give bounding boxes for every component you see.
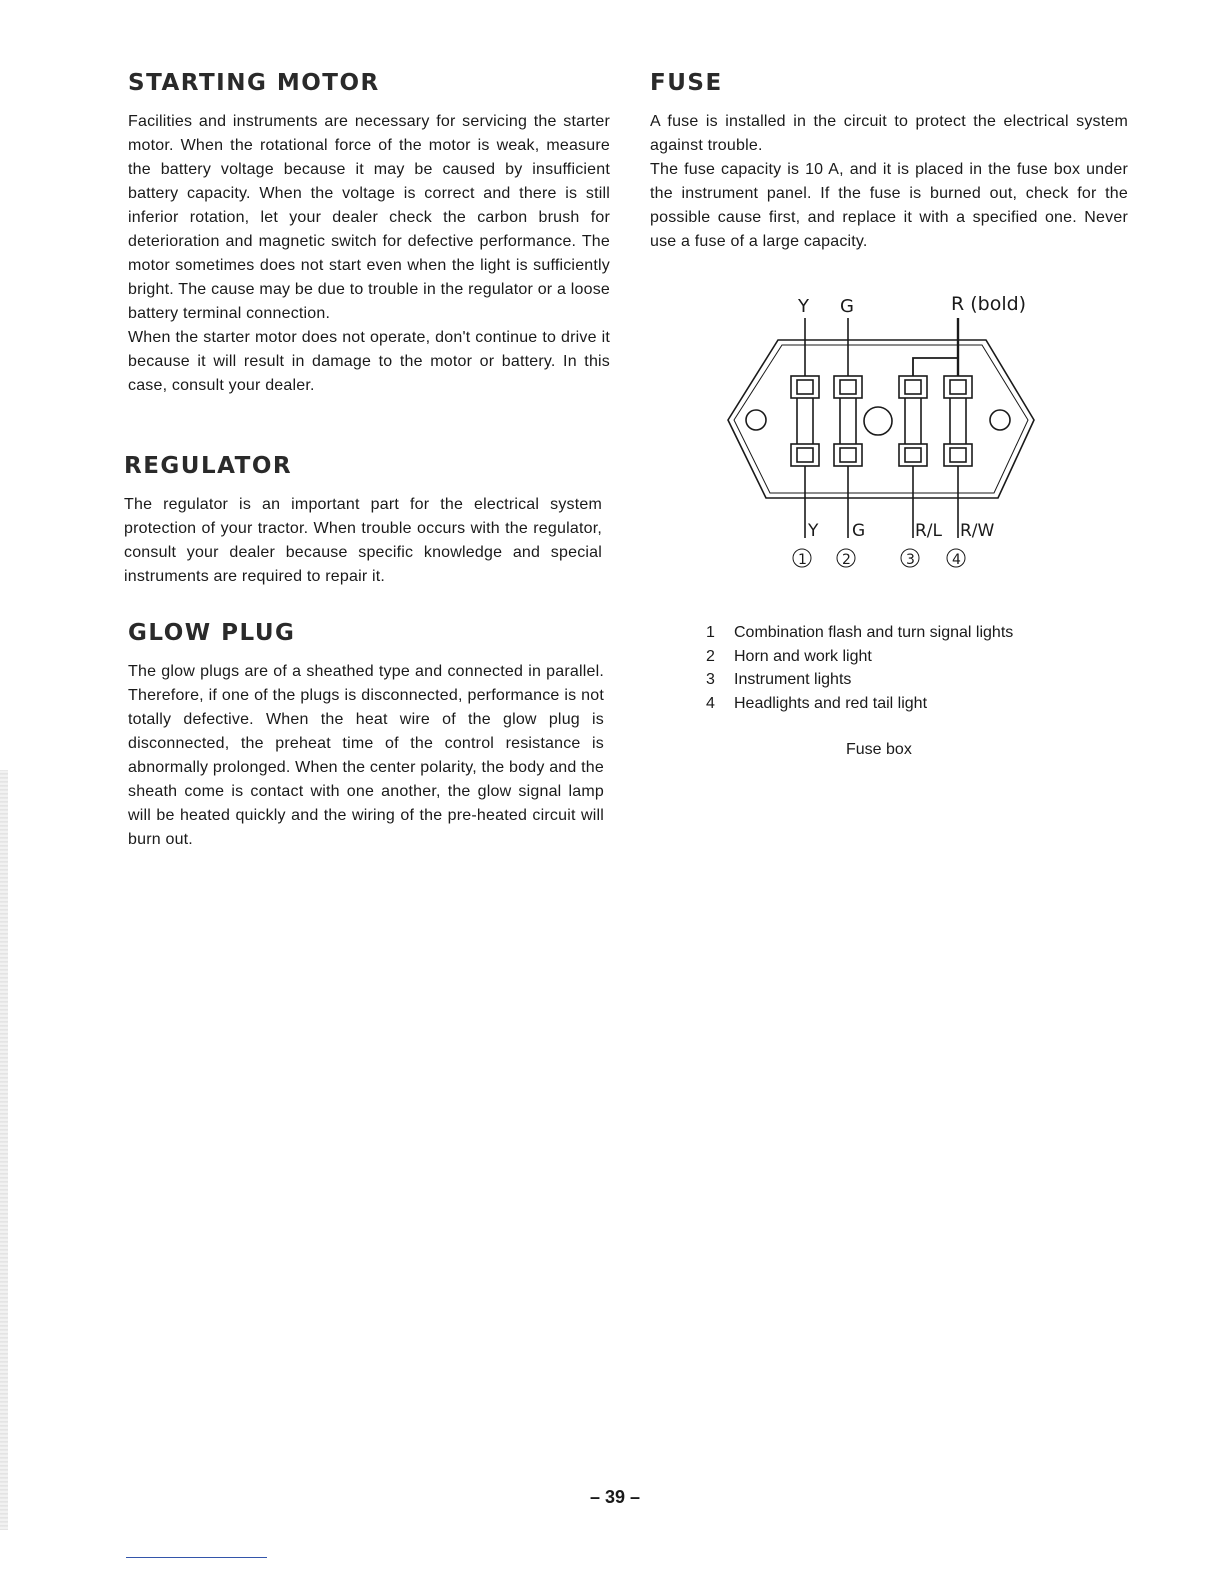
legend-number: 2 (706, 647, 715, 665)
footer-rule (126, 1557, 267, 1558)
legend-text: Horn and work light (734, 647, 872, 665)
heading-starting-motor: STARTING MOTOR (128, 70, 380, 96)
legend-text: Headlights and red tail light (734, 694, 928, 712)
circle-label-1: 1 (798, 552, 807, 568)
label-top-y: Y (798, 296, 809, 317)
legend-item (706, 692, 1013, 716)
fuse-1 (791, 376, 819, 466)
circle-label-4: 4 (952, 552, 961, 568)
legend-text: Combination flash and turn signal lights (734, 624, 1014, 641)
heading-regulator: REGULATOR (124, 453, 293, 479)
section-regulator (124, 453, 602, 589)
legend-text: Instrument lights (734, 671, 852, 688)
legend-item (706, 621, 1013, 645)
fuse-box-housing (728, 340, 1034, 498)
section-fuse (650, 70, 1128, 254)
mount-hole-right (990, 410, 1010, 430)
wire-r-bridge (913, 358, 958, 376)
label-top-r: R (bold) (951, 293, 1027, 315)
label-bottom-y: Y (808, 521, 819, 541)
circle-label-3: 3 (906, 552, 915, 568)
mount-hole-left (746, 410, 766, 430)
fuse-box-svg (716, 288, 1056, 578)
glow-plug-text: The glow plugs are of a sheathed type and connected in parallel. Therefore, if one of the plugs is disconnected, performance is not totally defective. When the heat wire of the glow plug is disconnected, the preheat time of the control resistance is abnormally prolonged. When the center polarity, the body and the sheath come is contact with one another, the glow signal lamp will be heated quickly and the wiring of the pre-heated circuit will burn out. (128, 663, 604, 848)
fuse-box-inner-outline (734, 345, 1028, 493)
fuse-4 (944, 376, 972, 466)
fuse-3 (899, 376, 927, 466)
fuse-text-2: The fuse capacity is 10 A, and it is placed in the fuse box under the instrument panel. If the fuse is burned out, check for the possible cause first, and replace it with a specified one. Never use a fuse of a large capacity. (650, 161, 1128, 250)
page-number: – 39 – (590, 1487, 641, 1507)
section-starting-motor (128, 70, 610, 398)
circle-label-2: 2 (842, 552, 851, 568)
legend-item (706, 645, 1013, 669)
legend-item (706, 668, 1013, 692)
starting-motor-text-2: When the starter motor does not operate, don't continue to drive it because it will result in damage to the motor or battery. In this case, consult your dealer. (128, 329, 610, 394)
regulator-text: The regulator is an important part for the electrical system protection of your tractor. When trouble occurs with the regulator, consult your dealer because specific knowledge and special instruments are required to repair it. (124, 496, 602, 585)
fuse-legend (706, 621, 1013, 715)
label-bottom-rl: R/L (915, 521, 943, 541)
label-top-g: G (840, 296, 854, 317)
heading-glow-plug: GLOW PLUG (128, 620, 296, 646)
fuse-text: A fuse is installed in the circuit to protect the electrical system against trouble. (650, 113, 1128, 154)
legend-number: 1 (706, 624, 715, 641)
legend-number: 3 (706, 671, 715, 688)
starting-motor-text: Facilities and instruments are necessary for servicing the starter motor. When the rotational force of the motor is weak, measure the battery voltage because it may be caused by insufficient battery capacity. When the voltage is correct and there is still inferior rotation, let your dealer check the carbon brush for deterioration and magnetic switch for defective performance. The motor sometimes does not start even when the light is sufficiently bright. The cause may be due to trouble in the regulator or a loose battery terminal connection. (128, 113, 610, 322)
mount-hole-center (864, 407, 892, 435)
label-bottom-g: G (852, 521, 866, 541)
figure-caption: Fuse box (846, 741, 912, 758)
section-glow-plug (128, 620, 604, 852)
label-bottom-rw: R/W (960, 521, 995, 541)
scan-edge-artifact (0, 770, 8, 1530)
legend-number: 4 (706, 694, 715, 712)
fuse-box-diagram (716, 288, 1056, 583)
heading-fuse: FUSE (650, 70, 723, 96)
fuse-2 (834, 376, 862, 466)
